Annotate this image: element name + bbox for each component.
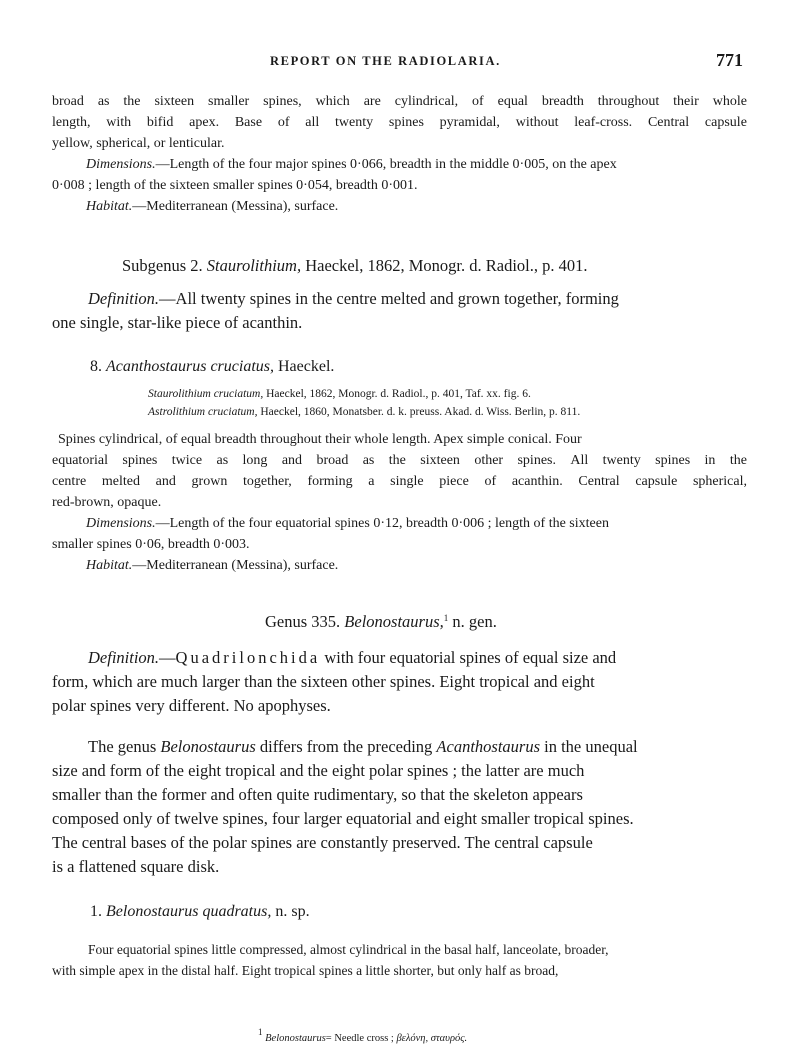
genus-name-inline: Belonostaurus [160,737,256,756]
paragraph-line: size and form of the eight tropical and the eight polar spines ; the latter are much [52,761,585,780]
footnote-text: = Needle cross ; [325,1033,394,1044]
text-run: differs from the preceding [259,737,433,756]
running-title: REPORT ON THE RADIOLARIA. [270,54,501,68]
text-run: The genus [88,737,157,756]
definition-line: one single, star-like piece of acanthin. [52,313,303,332]
definition-text: with four equatorial spines of equal size and [324,648,617,667]
habitat-label: Habitat. [86,199,133,214]
species-number: 8. [90,358,102,375]
body-line: Four equatorial spines little compressed, almost cylindrical in the basal half, lanceolate, broader, [88,942,609,957]
definition-label: Definition. [88,289,160,308]
body-line: Spines cylindrical, of equal breadth throughout their whole length. Apex simple conical. Four [58,432,582,447]
definition-line [88,648,616,668]
definition-line: polar spines very different. No apophyses. [52,696,331,715]
dimensions-label: Dimensions. [86,516,156,531]
definition-line: form, which are much larger than the sixteen other spines. Eight tropical and eight [52,672,595,691]
subgenus-heading [122,256,588,276]
paragraph-line: The central bases of the polar spines are constantly preserved. The central capsule [52,833,593,852]
species-heading [90,903,310,921]
body-line: broad as the sixteen smaller spines, which are cylindrical, of equal breadth throughout their whole [52,94,747,109]
paragraph-line: is a flattened square disk. [52,857,220,876]
synonym-line [148,406,580,418]
species-heading [90,358,334,376]
dimensions-text: —Length of the four equatorial spines 0·12, breadth 0·006 ; length of the sixteen [155,516,609,531]
synonym-reference: Haeckel, 1862, Monogr. d. Radiol., p. 401, Taf. xx. fig. 6. [266,388,531,400]
dimensions-text: —Length of the four major spines 0·066, breadth in the middle 0·005, on the apex [155,157,617,172]
subgenus-name: Staurolithium, [206,256,302,275]
paragraph-line: composed only of twelve spines, four larger equatorial and eight smaller tropical spines. [52,809,634,828]
body-line: red-brown, opaque. [52,495,162,510]
body-line: with simple apex in the distal half. Eight tropical spines a little shorter, but only half as broad, [52,963,559,978]
habitat-text: —Mediterranean (Messina), surface. [132,199,339,214]
text-run: in the unequal [544,737,638,756]
definition-text: —All twenty spines in the centre melted and grown together, forming [159,289,619,308]
synonym-reference: Haeckel, 1860, Monatsber. d. k. preuss. Akad. d. Wiss. Berlin, p. 811. [260,406,581,418]
genus-name: Belonostaurus, [344,612,444,631]
body-line: 0·008 ; length of the sixteen smaller spines 0·054, breadth 0·001. [52,178,418,193]
species-author: Haeckel. [278,358,335,375]
body-line: yellow, spherical, or lenticular. [52,136,225,151]
footnote-mark: 1 [258,1027,263,1037]
genus-name-inline: Acanthostaurus [436,737,541,756]
genus-heading [265,612,497,632]
body-line: smaller spines 0·06, breadth 0·003. [52,537,250,552]
definition-label: Definition. [88,648,160,667]
species-author: n. sp. [275,903,310,920]
habitat-line [86,558,338,574]
synonym-line [148,388,531,400]
species-name: Acanthostaurus cruciatus, [106,358,274,375]
dimensions-line [86,516,609,532]
habitat-text: —Mediterranean (Messina), surface. [132,558,339,573]
habitat-line [86,199,338,215]
footnote-marker: 1 [443,613,449,623]
genus-number: Genus 335. [265,612,341,631]
footnote-greek: βελόνη, σταυρός. [396,1033,468,1044]
footnote-term: Belonostaurus [265,1033,326,1044]
body-line: length, with bifid apex. Base of all twenty spines pyramidal, without leaf-cross. Central capsule [52,115,747,130]
paragraph-line: smaller than the former and often quite rudimentary, so that the skeleton appears [52,785,583,804]
dimensions-line [86,157,617,173]
species-name: Belonostaurus quadratus, [106,903,272,920]
body-line: centre melted and grown together, forming a single piece of acanthin. Central capsule spherical, [52,474,747,489]
body-line: equatorial spines twice as long and broad as the sixteen other spines. All twenty spines in the [52,453,747,468]
habitat-label: Habitat. [86,558,133,573]
genus-suffix: n. gen. [452,612,497,631]
paragraph-line [88,737,638,757]
dimensions-label: Dimensions. [86,157,156,172]
definition-line [88,289,619,309]
page-number: 771 [716,50,743,70]
synonym-name: Astrolithium cruciatum, [148,406,258,418]
subgenus-reference: Haeckel, 1862, Monogr. d. Radiol., p. 401. [305,256,588,275]
species-number: 1. [90,903,102,920]
footnote [258,1027,467,1044]
definition-dash: — [159,648,176,667]
subgenus-number: Subgenus 2. [122,256,203,275]
synonym-name: Staurolithium cruciatum, [148,388,264,400]
group-name: Quadrilonchida [175,648,321,667]
